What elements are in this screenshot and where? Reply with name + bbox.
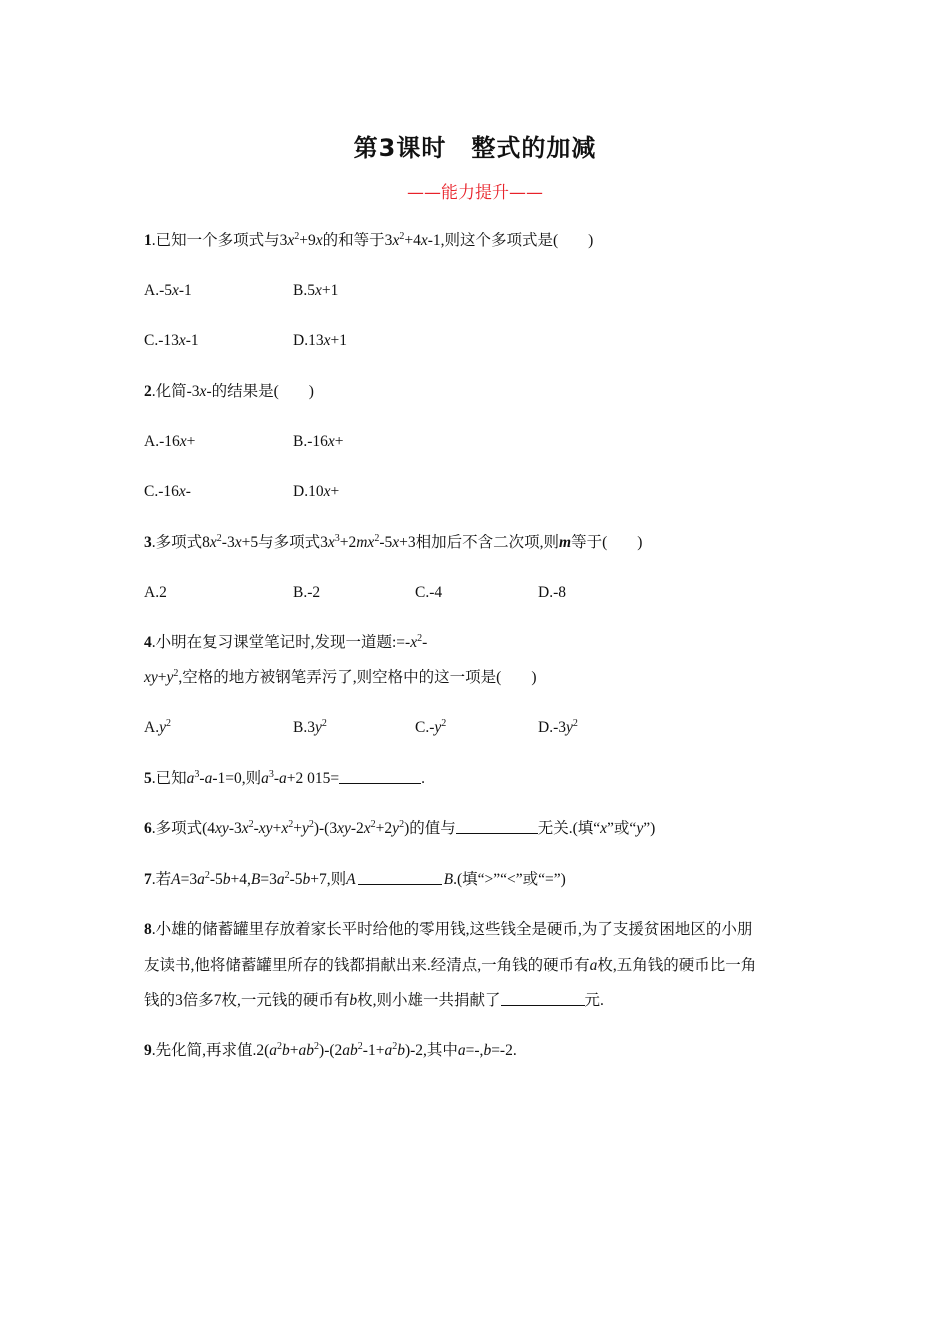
- question-5: 5.已知$a^3-a-1=0$,则$a^3-a+2$ 015= .: [144, 769, 425, 787]
- question-4-line-2: $xy+y^2$,空格的地方被钢笔弄污了,则空格中的这一项是( ): [144, 668, 537, 686]
- question-3: 3.多项式$8x^2-3x+5$与多项式$3x^3+2mx^2-5x+3$相加后不含二次项,则m等于( ): [144, 533, 643, 551]
- option-d: $D.-3y^2$: [538, 718, 578, 736]
- section-subtitle: ——能力提升——: [407, 183, 543, 203]
- question-number: 1: [144, 232, 152, 249]
- option-a: $A.y^2$: [144, 718, 171, 736]
- question-number: 5: [144, 770, 152, 787]
- option-c: $C.-y^2$: [415, 718, 447, 736]
- answer-blank[interactable]: [501, 991, 585, 1006]
- question-number: 2: [144, 383, 152, 400]
- option-a: A.2: [144, 584, 167, 601]
- question-1: 1.已知一个多项式与$3x^2+9x$的和等于$3x^2+4x-1$,则这个多项式是( ): [144, 231, 594, 249]
- question-number: 7: [144, 871, 152, 888]
- question-number: 8: [144, 921, 152, 938]
- question-number: 9: [144, 1042, 152, 1059]
- option-b: $B.3y^2$: [293, 718, 327, 736]
- answer-blank[interactable]: [339, 769, 421, 784]
- question-7: 7.若$A=3a^2-5b+4,B=3a^2-5b+7$,则A B.(填“>”“<”或“=”): [144, 870, 566, 888]
- option-a: A.-16x+: [144, 433, 196, 450]
- question-8-line-2: 友读书,他将储蓄罐里所存的钱都捐献出来.经清点,一角钱的硬币有a枚,五角钱的硬币比一角: [144, 957, 757, 974]
- option-d: D.10x+: [293, 483, 340, 500]
- question-number: 6: [144, 820, 152, 837]
- option-d: D.-8: [538, 584, 566, 601]
- option-b: B.-16x+: [293, 433, 344, 450]
- answer-blank[interactable]: [456, 819, 538, 834]
- option-a: A.-5x-1: [144, 282, 192, 299]
- option-c: C.-13x-1: [144, 332, 199, 349]
- option-b: B.-2: [293, 584, 321, 601]
- question-9: 9.先化简,再求值$.2(a^2b+ab^2)-(2ab^2-1+a^2b)-2$,其中a=-,b=-2.: [144, 1041, 517, 1059]
- question-number: 3: [144, 534, 152, 551]
- page-title: 第3课时 整式的加减: [353, 134, 597, 162]
- question-4-line-1: 4.小明在复习课堂笔记时,发现一道题$:=-x^2-$: [144, 633, 428, 651]
- option-c: C.-4: [415, 584, 443, 601]
- question-6: 6.多项式$(4xy-3x^2-xy+x^2+y^2)-(3xy-2x^2+2y^2)$的值与 无关.(填“x”或“y”): [144, 819, 656, 837]
- option-b: B.5x+1: [293, 282, 339, 299]
- question-number: 4: [144, 634, 152, 651]
- question-8-line-1: 8.小雄的储蓄罐里存放着家长平时给他的零用钱,这些钱全是硬币,为了支援贫困地区的小朋: [144, 921, 753, 938]
- answer-blank[interactable]: [358, 870, 442, 885]
- question-8-line-3: 钱的3倍多7枚,一元钱的硬币有b枚,则小雄一共捐献了 元.: [144, 992, 604, 1009]
- option-d: D.13x+1: [293, 332, 347, 349]
- question-2: 2.化简-3x-的结果是( ): [144, 383, 314, 400]
- option-c: C.-16x-: [144, 483, 191, 500]
